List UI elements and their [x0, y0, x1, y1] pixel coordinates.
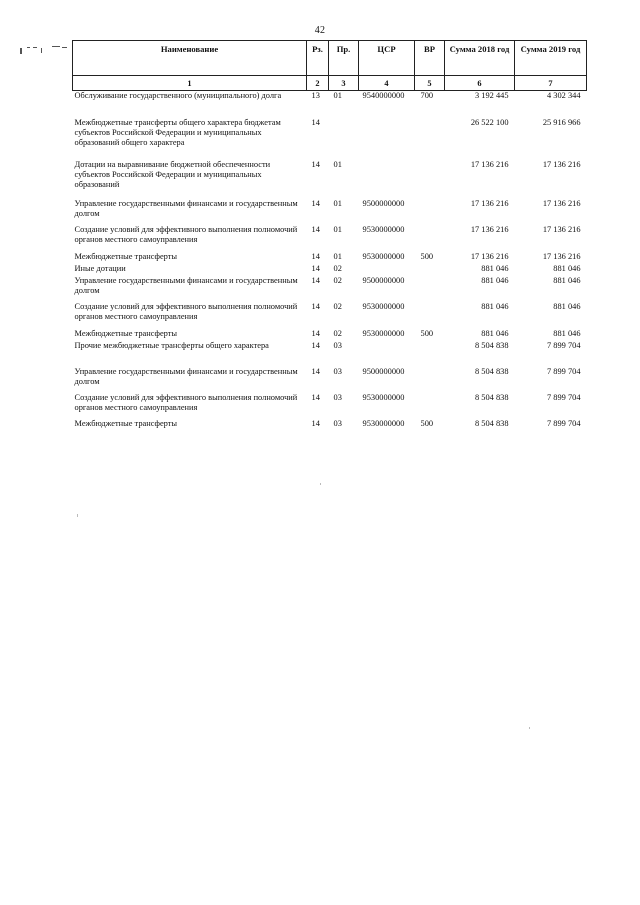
header-rz: Рз.: [307, 41, 329, 76]
row-name: Управление государственными финансами и государственным долгом: [74, 275, 298, 295]
row-rz: 14: [311, 301, 320, 311]
table-row: [73, 367, 587, 393]
row-pr: 01: [333, 159, 342, 169]
row-csr: 9500000000: [362, 198, 405, 208]
row-csr: 9530000000: [362, 328, 405, 338]
row-rz: 14: [311, 392, 320, 402]
table-row: [73, 302, 587, 329]
row-name: Создание условий для эффективного выполнения полномочий органов местного самоуправления: [74, 301, 298, 321]
row-pr: 02: [333, 301, 342, 311]
column-number: 2: [307, 76, 329, 91]
table-row: [73, 264, 587, 276]
row-pr: 02: [333, 263, 342, 273]
table-row: [73, 419, 587, 433]
table-row: [73, 160, 587, 199]
row-sum-2018: 17 136 216: [470, 251, 509, 261]
row-rz: 14: [311, 418, 320, 428]
scan-mark: [41, 48, 42, 53]
column-number: 5: [415, 76, 445, 91]
row-name: Межбюджетные трансферты: [74, 251, 178, 261]
row-name: Межбюджетные трансферты общего характера бюджетам субъектов Российской Федерации и муниципальных образований общего характера: [74, 117, 281, 147]
row-sum-2019: 881 046: [553, 263, 581, 273]
row-sum-2019: 17 136 216: [542, 159, 581, 169]
row-rz: 14: [311, 340, 320, 350]
column-number: 1: [73, 76, 307, 91]
row-sum-2019: 7 899 704: [547, 366, 581, 376]
scan-mark: [77, 514, 78, 517]
row-vr: [415, 225, 445, 252]
row-csr: 9530000000: [362, 224, 405, 234]
column-number-row: [73, 76, 587, 91]
row-sum-2019: 17 136 216: [542, 251, 581, 261]
table-row: [73, 329, 587, 341]
row-vr: [415, 199, 445, 225]
row-name: Дотации на выравнивание бюджетной обеспеченности субъектов Российской Федерации и муниципальных образований: [74, 159, 271, 189]
budget-table: [72, 40, 587, 433]
header-csr: ЦСР: [359, 41, 415, 76]
row-name: Управление государственными финансами и государственным долгом: [74, 366, 298, 386]
row-csr: 9530000000: [362, 392, 405, 402]
row-vr: [415, 341, 445, 367]
row-sum-2019: 4 302 344: [547, 91, 581, 100]
row-rz: 14: [311, 198, 320, 208]
table-row: [73, 341, 587, 367]
row-name: Прочие межбюджетные трансферты общего характера: [74, 340, 269, 350]
row-vr: [415, 302, 445, 329]
row-rz: 14: [311, 159, 320, 169]
row-name: Управление государственными финансами и государственным долгом: [74, 198, 298, 218]
row-sum-2018: 881 046: [481, 328, 509, 338]
row-vr: [415, 160, 445, 199]
table-row: [73, 276, 587, 302]
row-rz: 14: [311, 117, 320, 127]
row-csr: 9500000000: [362, 366, 405, 376]
row-name: Создание условий для эффективного выполнения полномочий органов местного самоуправления: [74, 224, 298, 244]
row-pr: 03: [333, 392, 342, 402]
table-row: [73, 252, 587, 264]
row-sum-2019: 881 046: [553, 328, 581, 338]
column-number: 7: [515, 76, 587, 91]
row-pr: 01: [333, 224, 342, 234]
row-sum-2019: 17 136 216: [542, 224, 581, 234]
row-sum-2018: 8 504 838: [475, 340, 509, 350]
row-name: Межбюджетные трансферты: [74, 418, 178, 428]
row-vr: 500: [420, 328, 434, 338]
row-sum-2019: 7 899 704: [547, 418, 581, 428]
row-sum-2018: 8 504 838: [475, 366, 509, 376]
scan-mark: [52, 46, 60, 47]
row-vr: 500: [420, 418, 434, 428]
column-number: 3: [329, 76, 359, 91]
row-vr: 700: [420, 91, 434, 100]
row-sum-2018: 26 522 100: [470, 117, 509, 127]
row-vr: 500: [420, 251, 434, 261]
row-sum-2018: 881 046: [481, 275, 509, 285]
row-csr: [359, 160, 415, 199]
column-number: 4: [359, 76, 415, 91]
row-sum-2019: 881 046: [553, 275, 581, 285]
column-number: 6: [445, 76, 515, 91]
header-pr: Пр.: [329, 41, 359, 76]
scan-mark: [33, 47, 37, 48]
row-pr: 02: [333, 328, 342, 338]
table-row: [73, 225, 587, 252]
scan-mark: [320, 483, 321, 485]
row-name: Иные дотации: [74, 263, 126, 273]
row-rz: 14: [311, 224, 320, 234]
row-sum-2019: 7 899 704: [547, 392, 581, 402]
row-csr: [359, 341, 415, 367]
row-csr: [359, 118, 415, 160]
row-pr: 03: [333, 366, 342, 376]
table-row: [73, 118, 587, 160]
row-sum-2019: 25 916 966: [542, 117, 581, 127]
row-csr: 9540000000: [362, 91, 405, 100]
row-name: Создание условий для эффективного выполнения полномочий органов местного самоуправления: [74, 392, 298, 412]
row-csr: [359, 264, 415, 276]
row-pr: [329, 118, 359, 160]
row-pr: 03: [333, 418, 342, 428]
table-row: [73, 393, 587, 419]
row-sum-2018: 8 504 838: [475, 392, 509, 402]
table-row: [73, 199, 587, 225]
row-pr: 01: [333, 198, 342, 208]
row-sum-2018: 881 046: [481, 263, 509, 273]
header-sum-2019: Сумма 2019 год: [515, 41, 587, 76]
row-vr: [415, 393, 445, 419]
scan-mark: [20, 48, 22, 54]
row-csr: 9500000000: [362, 275, 405, 285]
row-sum-2019: 7 899 704: [547, 340, 581, 350]
row-csr: 9530000000: [362, 301, 405, 311]
row-vr: [415, 276, 445, 302]
scan-mark: [62, 47, 67, 48]
row-csr: 9530000000: [362, 418, 405, 428]
header-vr: ВР: [415, 41, 445, 76]
row-vr: [415, 264, 445, 276]
row-sum-2018: 17 136 216: [470, 198, 509, 208]
row-vr: [415, 118, 445, 160]
header-sum-2018: Сумма 2018 год: [445, 41, 515, 76]
table-header-row: [73, 41, 587, 76]
row-sum-2018: 17 136 216: [470, 159, 509, 169]
row-sum-2018: 3 192 445: [475, 91, 509, 100]
row-rz: 14: [311, 275, 320, 285]
row-name: Обслуживание государственного (муниципального) долга: [74, 91, 282, 100]
page-number: 42: [314, 25, 326, 36]
row-pr: 02: [333, 275, 342, 285]
row-rz: 14: [311, 263, 320, 273]
scan-mark: [529, 727, 530, 729]
row-sum-2018: 8 504 838: [475, 418, 509, 428]
row-pr: 03: [333, 340, 342, 350]
row-csr: 9530000000: [362, 251, 405, 261]
table-row: [73, 91, 587, 118]
row-sum-2019: 17 136 216: [542, 198, 581, 208]
row-rz: 14: [311, 366, 320, 376]
row-sum-2018: 17 136 216: [470, 224, 509, 234]
row-rz: 14: [311, 251, 320, 261]
row-sum-2018: 881 046: [481, 301, 509, 311]
header-name: Наименование: [73, 41, 307, 76]
row-vr: [415, 367, 445, 393]
row-pr: 01: [333, 251, 342, 261]
row-rz: 14: [311, 328, 320, 338]
row-sum-2019: 881 046: [553, 301, 581, 311]
row-name: Межбюджетные трансферты: [74, 328, 178, 338]
row-rz: 13: [311, 91, 320, 100]
scan-mark: [27, 47, 30, 48]
row-pr: 01: [333, 91, 342, 100]
